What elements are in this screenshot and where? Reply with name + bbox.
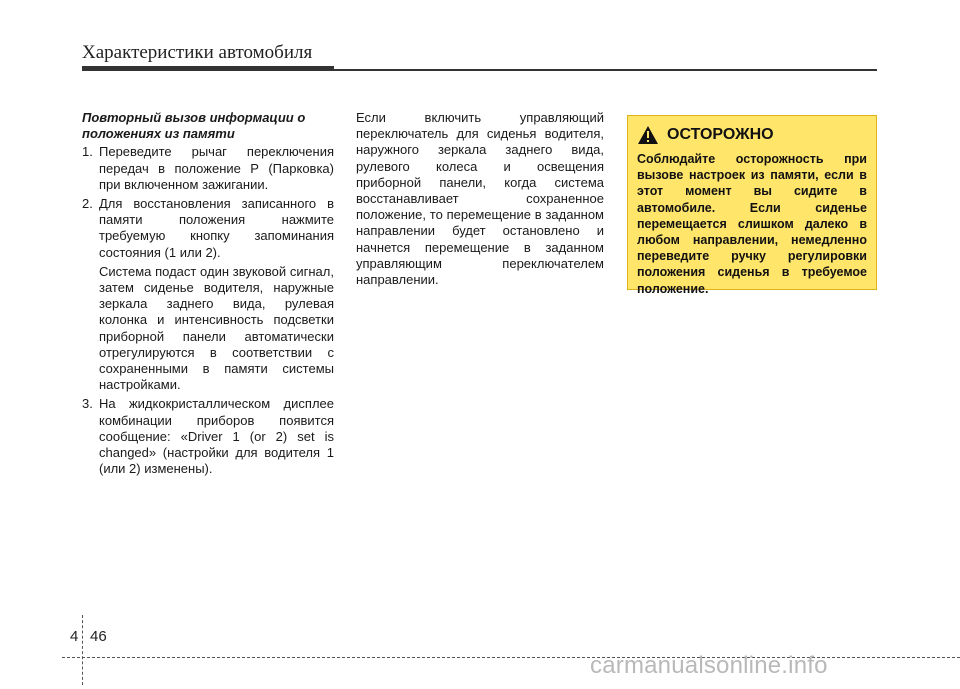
list-item-number: 3.: [82, 396, 93, 412]
header-title: Характеристики автомобиля: [82, 42, 313, 63]
list-item-number: 1.: [82, 144, 93, 160]
header-rule-thin: [334, 69, 877, 71]
header-rule-thick: [82, 66, 334, 71]
list-item-continuation: Система подаст один звуковой сигнал, затем сиденье водителя, наружные зеркала заднего вида, рулевая колонка и интенсивность подсветки приборной панели автоматически отрегулируются в соответствии с сохраненными в памяти системы настройками.: [99, 263, 334, 393]
section-title: Повторный вызов информации о положениях из памяти: [82, 110, 306, 142]
list-item-3: [82, 396, 334, 477]
warning-header: [637, 125, 867, 145]
list-item-text: Переведите рычаг переключения передач в положение Р (Парковка) при включенном зажигании.: [99, 144, 334, 192]
warning-triangle-icon: [637, 125, 659, 145]
list-item-text: Для восстановления записанного в памяти положения нажмите требуемую кнопку запоминания состояния (1 или 2).: [99, 196, 334, 260]
watermark: carmanualsonline.info: [590, 652, 828, 679]
warning-box: [627, 115, 877, 296]
footer-vertical-line: [82, 615, 83, 685]
middle-column: [356, 110, 604, 288]
middle-paragraph: Если включить управляющий переключатель для сиденья водителя, наружного зеркала заднего вида, рулевого колеса и освещения приборной панели, когда система восстанавливает сохраненное положение, то перемещение в заданном направлении будет остановлено и начнется перемещение в заданном управляющим переключателем направлении.: [356, 110, 604, 288]
list-item-2: [82, 196, 334, 261]
list-item-number: 2.: [82, 196, 93, 212]
chapter-number: 4: [70, 628, 79, 645]
page-number: 46: [90, 628, 107, 645]
left-column: [82, 110, 334, 477]
list-item-1: [82, 144, 334, 193]
warning-text: Соблюдайте осторожность при вызове настроек из памяти, если в этот момент вы сидите в автомобиле. Если сиденье перемещается слишком далеко в любом направлении, немедленно переведите ручку регулировки положения сиденья в требуемое положение.: [637, 152, 867, 296]
warning-title: ОСТОРОЖНО: [667, 126, 774, 143]
list-item-text: На жидкокристаллическом дисплее комбинации приборов появится сообщение: «Driver 1 (or 2) set is changed» (настройки для водителя 1 (или 2) изменены).: [99, 396, 334, 477]
